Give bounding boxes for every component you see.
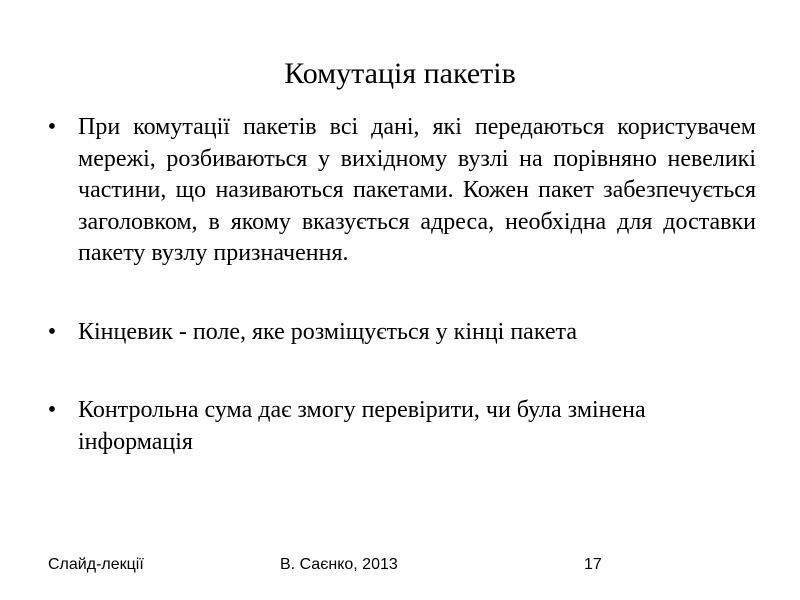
list-item xyxy=(40,112,756,270)
bullet-marker: • xyxy=(47,318,57,345)
footer-page-number: 17 xyxy=(584,556,602,573)
list-item xyxy=(40,395,756,458)
bullet-text: Контрольна сума дає змогу перевірити, чи була змінена інформація xyxy=(78,397,646,455)
slide-title: Комутація пакетів xyxy=(284,57,516,90)
bullet-marker: • xyxy=(47,114,57,140)
bullet-text: Кінцевик - поле, яке розміщується у кінці пакета xyxy=(78,318,577,345)
bullet-text: При комутації пакетів всі дані, які передаються користувачем мережі, розбиваються у вихідному вузлі на порівняно невеликі частини, що називаються пакетами. Кожен пакет забезпечується заголовком, в якому вказується адреса, необхідна для доставки пакету вузлу призначення. xyxy=(78,114,756,266)
bullet-list xyxy=(40,112,756,458)
bullet-marker: • xyxy=(47,397,57,423)
list-item xyxy=(40,317,756,349)
footer-course-label: Слайд-лекції xyxy=(48,556,144,573)
footer-author: В. Саєнко, 2013 xyxy=(280,556,398,573)
